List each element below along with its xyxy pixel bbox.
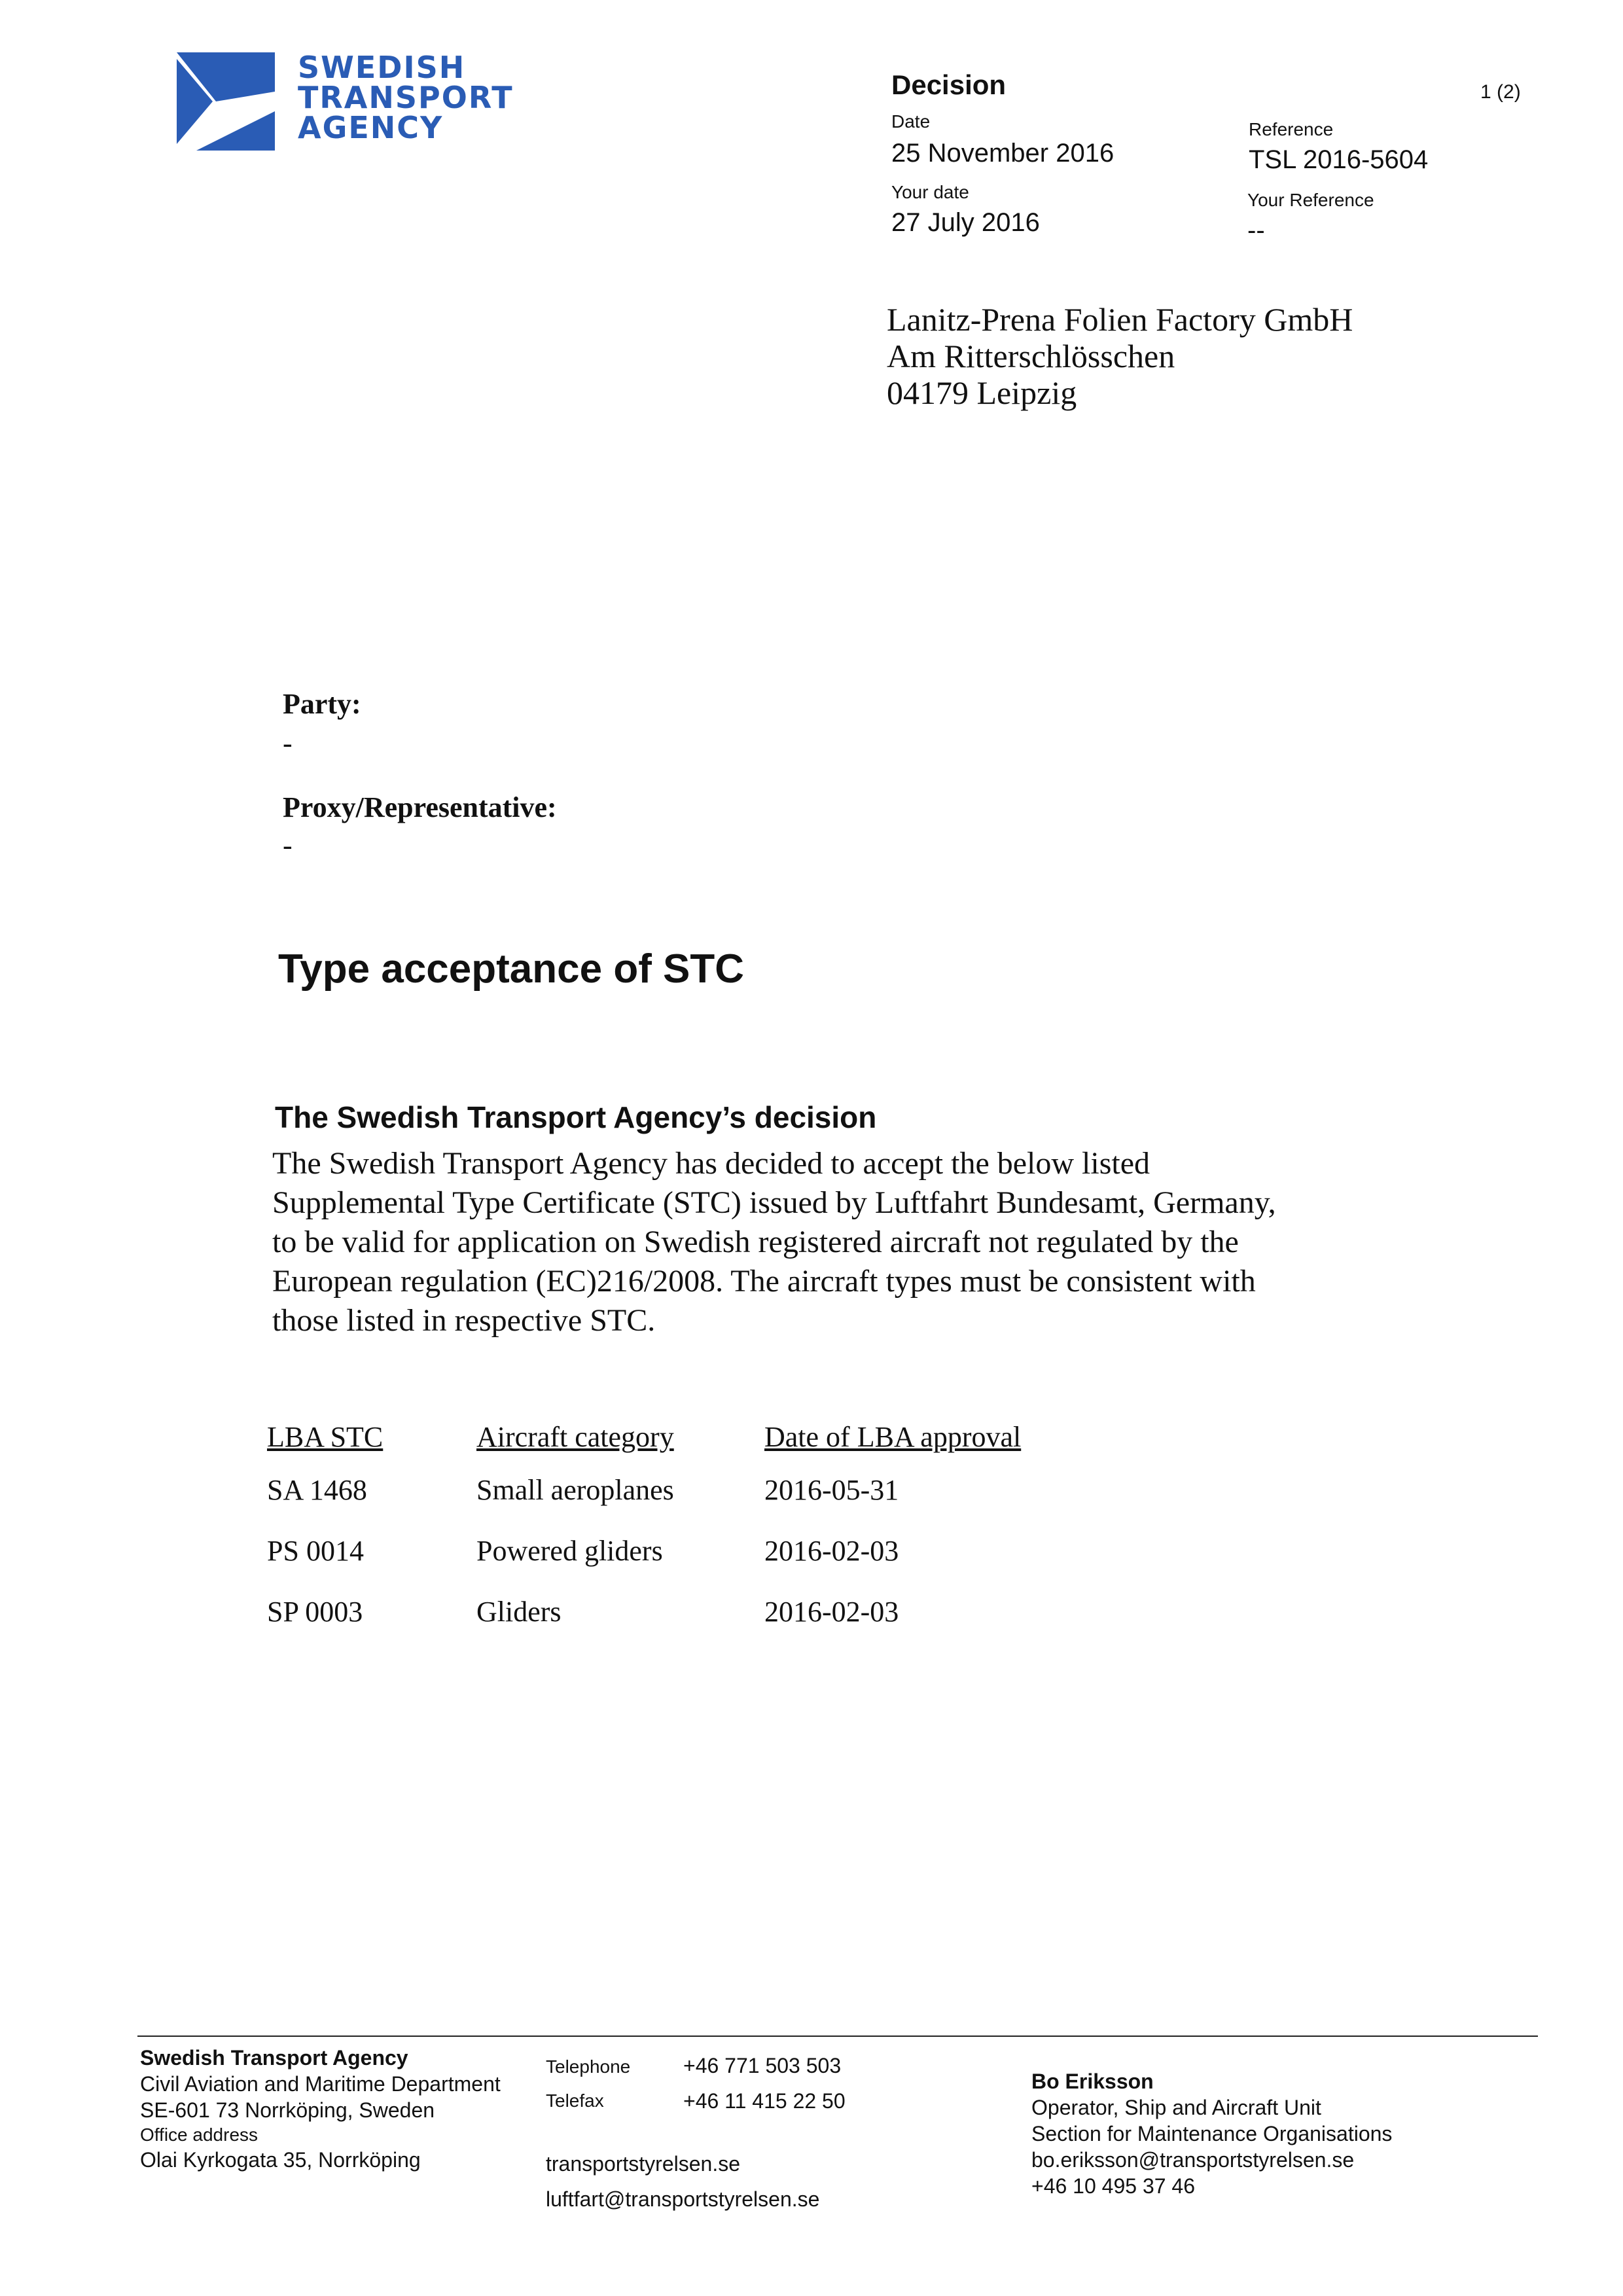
table-cell: 2016-02-03 (764, 1535, 899, 1567)
party-label: Party: (283, 688, 361, 720)
table-cell: SA 1468 (267, 1474, 367, 1506)
agency-logo-icon (177, 52, 275, 151)
table-header-aircraft-category: Aircraft category (476, 1421, 674, 1453)
page-title: Type acceptance of STC (278, 946, 745, 992)
recipient-name: Lanitz-Prena Folien Factory GmbH (887, 301, 1353, 338)
party-value: - (283, 727, 293, 759)
recipient-address (887, 301, 1353, 411)
proxy-value: - (283, 829, 293, 861)
table-header-row (267, 1420, 1092, 1473)
recipient-street: Am Ritterschlösschen (887, 338, 1175, 374)
telefax-label: Telefax (546, 2090, 604, 2111)
proxy-label: Proxy/Representative: (283, 791, 557, 823)
agency-logo-text (298, 52, 514, 143)
telefax-value: +46 11 415 22 50 (683, 2089, 846, 2113)
footer-postal-address: SE-601 73 Norrköping, Sweden (140, 2098, 435, 2122)
recipient-city: 04179 Leipzig (887, 374, 1077, 411)
footer-org-name: Swedish Transport Agency (140, 2046, 408, 2070)
your-reference-value: -- (1247, 216, 1265, 245)
table-cell: 2016-02-03 (764, 1596, 899, 1628)
reference-label: Reference (1249, 119, 1334, 139)
table-header-approval-date: Date of LBA approval (764, 1421, 1022, 1453)
footer-office-label: Office address (140, 2125, 259, 2145)
contact-email-link[interactable]: bo.eriksson@transportstyrelsen.se (1031, 2148, 1355, 2172)
table-cell: Gliders (476, 1596, 562, 1628)
telephone-label: Telephone (546, 2056, 631, 2077)
decision-text: The Swedish Transport Agency has decided to accept the below listed Supplemental Type Certificate (STC) issued by Luftfahrt Bundesamt, Germany, to be valid for application on Swedish registered aircraft not regulated by the European regulation (EC)216/2008. The aircraft types must be consistent with those listed in respective STC. (272, 1146, 1276, 1338)
reference-value: TSL 2016-5604 (1249, 145, 1429, 174)
general-email-link[interactable]: luftfart@transportstyrelsen.se (546, 2187, 820, 2211)
table-cell: PS 0014 (267, 1535, 364, 1567)
contact-phone: +46 10 495 37 46 (1031, 2174, 1196, 2198)
contact-section: Section for Maintenance Organisations (1031, 2122, 1393, 2145)
your-date-label: Your date (891, 182, 969, 202)
table-cell: Small aeroplanes (476, 1474, 674, 1506)
table-row (267, 1534, 1092, 1595)
logo-line-2: TRANSPORT (298, 80, 514, 115)
page-indicator: 1 (2) (1480, 81, 1521, 103)
footer-org-block (140, 2045, 501, 2173)
footer-department: Civil Aviation and Maritime Department (140, 2072, 501, 2096)
contact-name: Bo Eriksson (1031, 2070, 1154, 2093)
table-header-lba-stc: LBA STC (267, 1421, 383, 1453)
contact-unit: Operator, Ship and Aircraft Unit (1031, 2096, 1321, 2119)
stc-table (267, 1420, 1092, 1656)
table-cell: SP 0003 (267, 1596, 363, 1628)
your-reference-label: Your Reference (1247, 190, 1374, 210)
decision-heading: The Swedish Transport Agency’s decision (275, 1100, 877, 1134)
your-date-value: 27 July 2016 (891, 208, 1040, 237)
telephone-value: +46 771 503 503 (683, 2054, 842, 2077)
website-link[interactable]: transportstyrelsen.se (546, 2152, 741, 2176)
table-row (267, 1595, 1092, 1656)
logo-line-3: AGENCY (298, 110, 444, 145)
footer-divider (137, 2036, 1538, 2037)
footer-contact-block (1031, 2068, 1392, 2199)
logo-line-1: SWEDISH (298, 50, 466, 85)
document-type: Decision (891, 69, 1007, 100)
date-value: 25 November 2016 (891, 139, 1115, 168)
table-cell: Powered gliders (476, 1535, 663, 1567)
table-row (267, 1473, 1092, 1534)
table-cell: 2016-05-31 (764, 1474, 899, 1506)
footer-office-address: Olai Kyrkogata 35, Norrköping (140, 2148, 421, 2172)
date-label: Date (891, 111, 931, 132)
